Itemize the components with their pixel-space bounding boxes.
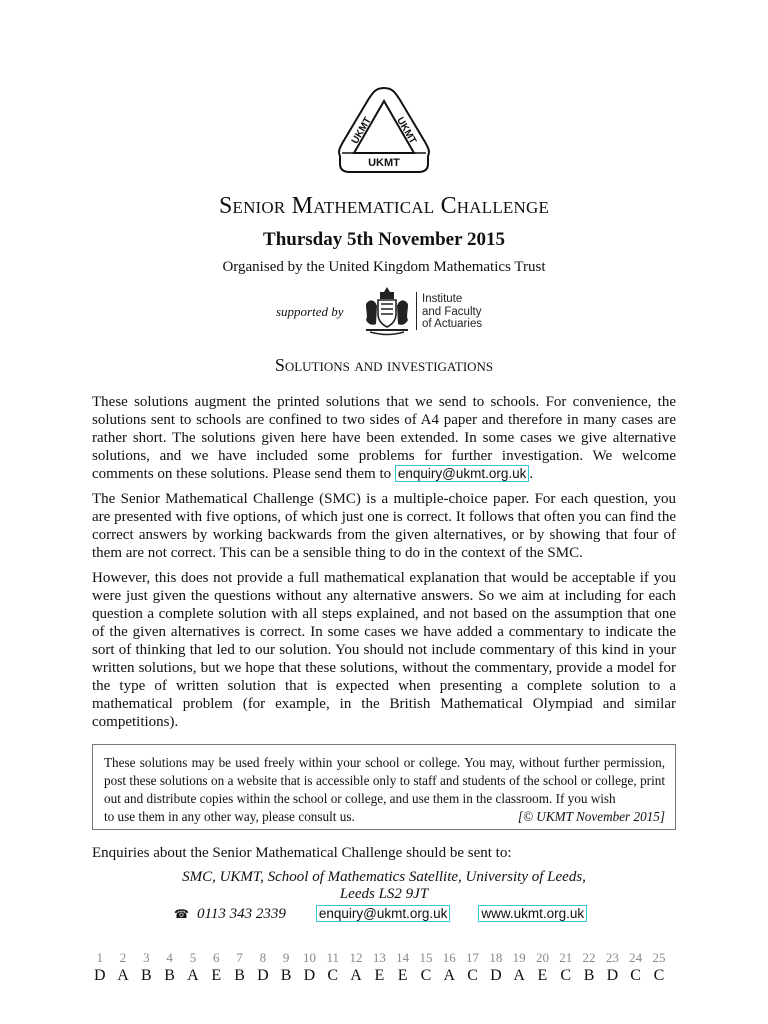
permission-notice (92, 744, 676, 830)
intro-text: These solutions augment the printed solutions that we send to schools. For convenience, the solutions sent to schools are confined to two sides of A4 paper and therefore in many cases are rather short. The solutions given here have been extended. In some cases we give alternative solutions, and we have included some problems for further investigation. We welcome comments on these solutions. Please send them to (92, 394, 676, 482)
logo-text-right: UKMT (394, 115, 419, 147)
answer-letter: B (280, 967, 292, 984)
logo-text-bottom: UKMT (368, 157, 400, 169)
answer-letter: C (467, 967, 478, 984)
answer-letter: C (653, 967, 665, 984)
answer-letter: D (257, 967, 269, 984)
permission-consult: to use them in any other way, please consult us. (104, 809, 355, 824)
enquiries-intro: Enquiries about the Senior Mathematical Challenge should be sent to: (92, 845, 512, 861)
answer-letter: A (443, 967, 456, 984)
question-number: 15 (419, 950, 433, 965)
question-number: 1 (96, 950, 103, 965)
question-number: 2 (119, 950, 127, 965)
question-number: 9 (282, 950, 290, 965)
question-number: 12 (349, 950, 363, 965)
address-line: SMC, UKMT, School of Mathematics Satellite, University of Leeds, (182, 869, 586, 885)
question-number: 3 (143, 950, 150, 965)
question-number: 7 (236, 950, 243, 965)
question-number: 18 (489, 950, 503, 965)
answer-letter: A (513, 967, 525, 984)
smc-paragraph: The Senior Mathematical Challenge (SMC) is a multiple-choice paper. For each question, you are presented with five options, of which just one is correct. It follows that often you can find the correct answers by working backwards from the given alternatives, or by showing that four of them are not correct. This can be a sensible thing to do in the context of the SMC. (92, 491, 676, 561)
phone-icon: ☎ (174, 907, 189, 921)
answer-letter: B (583, 967, 595, 984)
answer-letter: E (397, 967, 408, 984)
answer-letter: E (537, 967, 548, 984)
sponsor-line: and Faculty (422, 305, 482, 318)
answer-letter: C (560, 967, 572, 984)
answer-letter: C (420, 967, 432, 984)
phone-number: 0113 343 2339 (196, 906, 286, 922)
logo-text-left: UKMT (349, 115, 374, 147)
question-number: 24 (629, 950, 643, 965)
question-number: 4 (166, 950, 173, 965)
question-number: 6 (213, 950, 220, 965)
sponsor-line: of Actuaries (422, 318, 483, 330)
question-number: 16 (442, 950, 456, 965)
email-link[interactable]: enquiry@ukmt.org.uk (395, 465, 530, 482)
answer-letter: B (141, 967, 152, 984)
permission-last-line (104, 808, 665, 826)
question-number: 8 (259, 950, 267, 965)
explanation-paragraph: However, this does not provide a full mathematical explanation that would be acceptable if you were just given the questions without any alternative answers. So we aim at including for each question a complete solution with all steps explained, and not based on the assumption that one of the given alternatives is correct. In some cases we have added a commentary to indicate the sort of thinking that led to our solution. You should not include commentary of this kind in your written solutions, but we hope that these solutions, without the commentary, provide a model for the type of written solution that is expected when presenting a complete solution to a mathematical problem (for example, in the British Mathematical Olympiad and similar competitions). (92, 570, 676, 730)
intro-end: . (529, 466, 534, 482)
exam-date: Thursday 5th November 2015 (263, 229, 505, 250)
answer-letter: E (211, 967, 222, 984)
answer-letter: C (630, 967, 641, 984)
question-number: 22 (582, 950, 596, 965)
supported-by-label: supported by (276, 304, 344, 319)
sponsor-name (422, 293, 482, 331)
sponsor-line: Institute (422, 293, 463, 305)
question-number: 19 (512, 950, 526, 965)
question-number: 25 (652, 950, 666, 965)
answer-letter: B (164, 967, 175, 984)
website-link[interactable]: www.ukmt.org.uk (478, 905, 587, 922)
question-number: 11 (326, 950, 340, 965)
question-number: 21 (559, 950, 573, 965)
ifoa-crest-icon (360, 284, 414, 336)
address-line: Leeds LS2 9JT (339, 886, 429, 902)
copyright-notice: [© UKMT November 2015] (517, 809, 665, 824)
answer-letter: A (187, 967, 199, 984)
contact-email-link[interactable]: enquiry@ukmt.org.uk (316, 905, 451, 922)
question-number: 20 (535, 950, 549, 965)
question-number: 5 (189, 950, 197, 965)
question-number: 10 (302, 950, 316, 965)
ukmt-logo (332, 84, 436, 174)
answer-letter: E (374, 967, 385, 984)
contact-row (174, 906, 587, 923)
intro-paragraph (92, 393, 676, 483)
answer-letter: B (234, 967, 245, 984)
question-number: 23 (605, 950, 619, 965)
page-title: Senior Mathematical Challenge (218, 193, 550, 219)
permission-text: These solutions may be used freely within your school or college. You may, without further permission, post these solutions on a website that is accessible only to staff and students of the school or college, print out and distribute copies within the school or college, and use them in the classroom. If you wish (104, 755, 665, 806)
question-number: 17 (466, 950, 480, 965)
answer-letter: D (606, 967, 619, 984)
answer-letter: D (303, 967, 316, 984)
organiser-line: Organised by the United Kingdom Mathematics Trust (222, 259, 546, 275)
sponsor-divider (416, 292, 417, 330)
section-title: Solutions and investigations (274, 355, 494, 375)
question-number: 13 (372, 950, 386, 965)
answer-letter: C (327, 967, 339, 984)
answer-letter: D (93, 967, 106, 984)
answer-letter: A (350, 967, 362, 984)
answer-letter: D (490, 967, 502, 984)
question-number: 14 (396, 950, 410, 965)
answer-letter: A (117, 967, 129, 984)
